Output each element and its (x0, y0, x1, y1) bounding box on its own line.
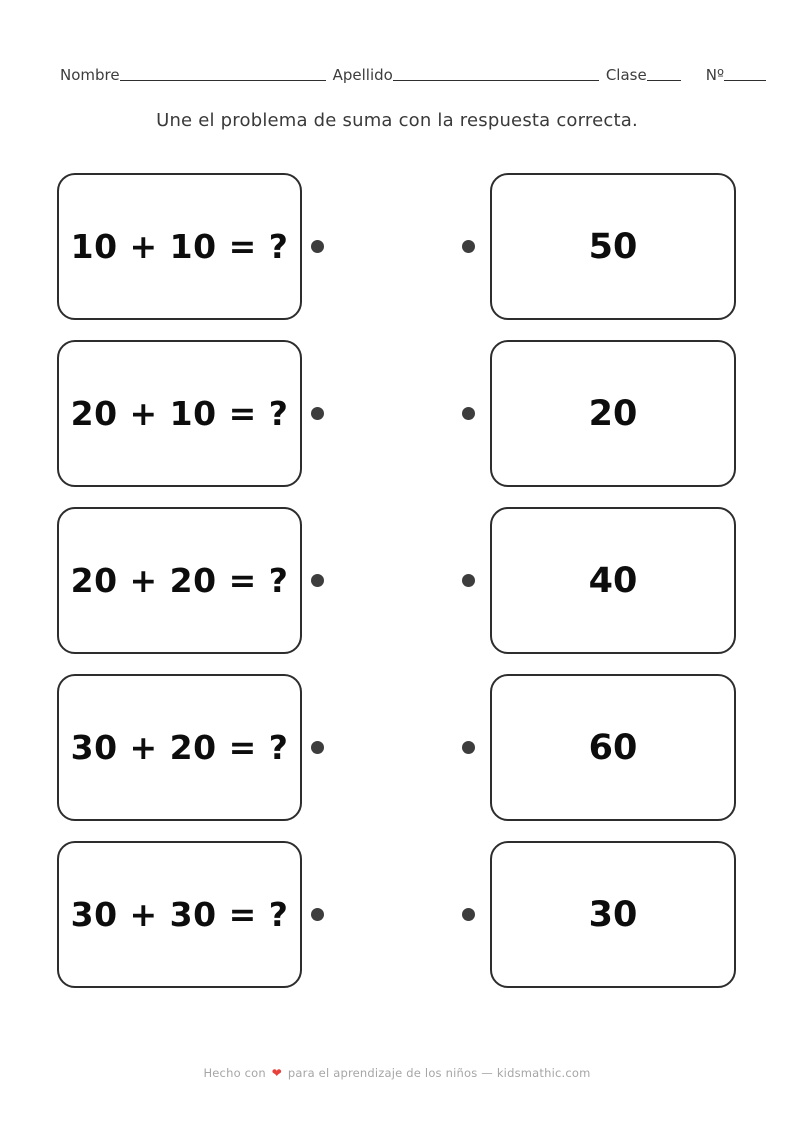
footer-prefix: Hecho con (203, 1066, 266, 1080)
connector-dot-problem-3[interactable] (311, 574, 324, 587)
answer-card-5: 30 (490, 841, 736, 988)
answer-card-2: 20 (490, 340, 736, 487)
apellido-label: Apellido (332, 66, 393, 84)
connector-dot-problem-1[interactable] (311, 240, 324, 253)
problem-card-1: 10 + 10 = ? (57, 173, 302, 320)
connector-dot-problem-4[interactable] (311, 741, 324, 754)
footer-suffix: para el aprendizaje de los niños — kidsmathic.com (287, 1066, 591, 1080)
header-fields (60, 66, 766, 84)
problem-card-3: 20 + 20 = ? (57, 507, 302, 654)
connector-dot-answer-5[interactable] (462, 908, 475, 921)
problem-card-4: 30 + 20 = ? (57, 674, 302, 821)
nombre-blank-line[interactable] (120, 80, 326, 81)
connector-dot-answer-1[interactable] (462, 240, 475, 253)
numero-blank-line[interactable] (724, 80, 766, 81)
connector-dot-problem-2[interactable] (311, 407, 324, 420)
match-row-1 (0, 173, 794, 320)
match-row-2 (0, 340, 794, 487)
numero-label: Nº (705, 66, 725, 84)
connector-dot-answer-3[interactable] (462, 574, 475, 587)
problem-card-5: 30 + 30 = ? (57, 841, 302, 988)
nombre-label: Nombre (60, 66, 120, 84)
answer-card-4: 60 (490, 674, 736, 821)
match-row-3 (0, 507, 794, 654)
answer-card-3: 40 (490, 507, 736, 654)
answer-card-1: 50 (490, 173, 736, 320)
matching-rows (0, 173, 794, 1008)
footer-credit (0, 1066, 794, 1080)
problem-card-2: 20 + 10 = ? (57, 340, 302, 487)
apellido-blank-line[interactable] (393, 80, 599, 81)
clase-label: Clase (605, 66, 647, 84)
connector-dot-problem-5[interactable] (311, 908, 324, 921)
instruction-text: Une el problema de suma con la respuesta correcta. (156, 110, 638, 131)
clase-blank-line[interactable] (647, 80, 681, 81)
match-row-5 (0, 841, 794, 988)
heart-icon: ❤ (271, 1066, 283, 1080)
connector-dot-answer-2[interactable] (462, 407, 475, 420)
connector-dot-answer-4[interactable] (462, 741, 475, 754)
match-row-4 (0, 674, 794, 821)
